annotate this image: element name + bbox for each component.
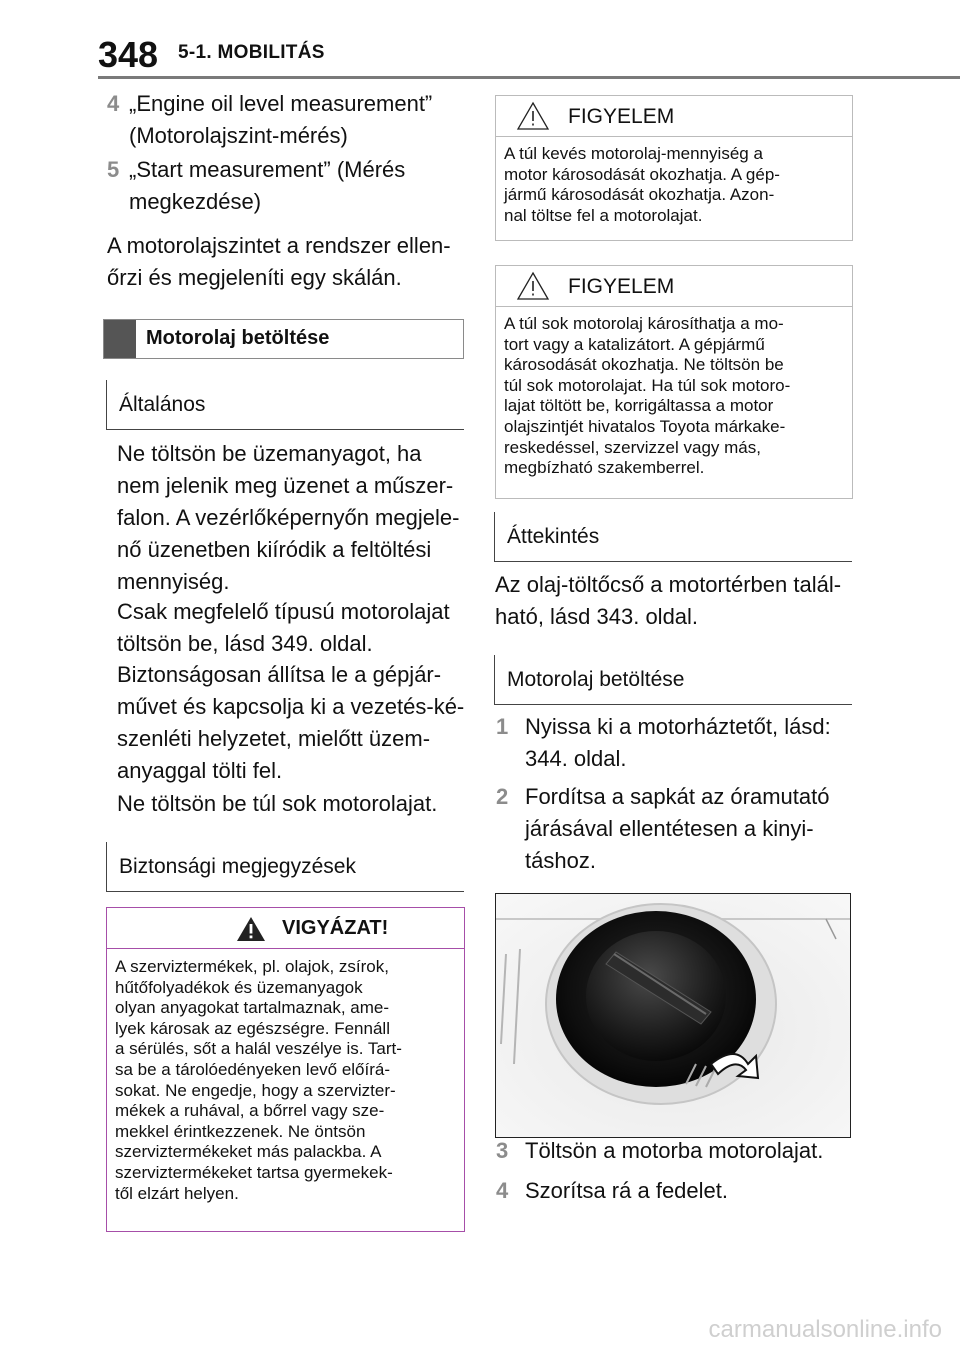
text-line: őrzi és megjeleníti egy skálán. [107, 265, 402, 290]
notice-title: FIGYELEM [568, 275, 675, 298]
step-number: 5 [107, 157, 120, 182]
notice-box [495, 265, 853, 499]
text-line: jármű károsodását okozhatja. Azon- [504, 185, 775, 205]
text-line: reskedéssel, szervizzel vagy más, [504, 437, 761, 457]
notice-header [496, 96, 852, 137]
section-tab-marker [104, 320, 136, 358]
overview-paragraph [495, 569, 841, 633]
no-overfill-text: Ne töltsön be túl sok motorolajat. [117, 791, 438, 816]
step-item [496, 781, 856, 877]
safety-paragraph [117, 659, 464, 787]
step-text-line: táshoz. [525, 848, 596, 873]
step-text-line: Nyissa ki a motorháztetőt, lásd: [525, 714, 831, 739]
text-line: tort vagy a katalizátort. A gépjármű [504, 334, 765, 354]
subheading-rule [107, 891, 464, 892]
subheading-rule [495, 561, 852, 562]
intro-paragraph [107, 230, 451, 294]
text-line: Biztonságosan állítsa le a gépjár- [117, 662, 442, 687]
text-line: szerviztermékeket tartsa gyermekek- [115, 1162, 393, 1182]
section-heading [103, 319, 464, 359]
text-line: Az olaj-töltőcső a motortérben talál- [495, 572, 842, 597]
notice-box [495, 95, 853, 241]
step-text-line: Töltsön a motorba motorolajat. [525, 1138, 824, 1163]
text-line: megbízható szakemberrel. [504, 458, 705, 478]
text-line: mekkel érintkezzenek. Ne öntsön [115, 1121, 366, 1141]
page-number: 348 [98, 34, 159, 75]
watermark: carmanualsonline.info [708, 1316, 942, 1343]
text-line: ható, lásd 343. oldal. [495, 604, 699, 629]
section-title: Motorolaj betöltése [146, 327, 330, 349]
step-number: 2 [496, 784, 509, 809]
text-line: től elzárt helyen. [115, 1183, 239, 1203]
step-text-line: Fordítsa a sapkát az óramutató [525, 784, 830, 809]
chapter-title: 5-1. MOBILITÁS [178, 42, 325, 63]
text-line: anyaggal tölti fel. [117, 758, 283, 783]
notice-text [504, 144, 844, 226]
warning-text [115, 957, 456, 1204]
subheading-rule [495, 704, 852, 705]
text-line: töltsön be, lásd 349. oldal. [117, 631, 373, 656]
notice-text [504, 314, 844, 479]
subheading-label: Biztonsági megjegyzések [119, 855, 356, 878]
step-item [107, 88, 467, 152]
notice-header [496, 266, 852, 307]
text-line: lajat töltött be, korrigáltassa a motor [504, 396, 774, 416]
subheading-label: Áttekintés [507, 525, 600, 548]
subheading-general [106, 380, 464, 430]
text-line: sokat. Ne engedje, hogy a szervizter- [115, 1080, 396, 1100]
subheading-label: Általános [119, 393, 206, 416]
text-line: motor károsodását okozhatja. A gép- [504, 164, 780, 184]
step-number: 4 [496, 1178, 509, 1203]
subheading-filling [494, 655, 852, 705]
text-line: olajszintjét hivatalos Toyota márkake- [504, 416, 786, 436]
step-text-line: „Start measurement” (Mérés [129, 157, 406, 182]
text-line: a sérülés, sőt a halál veszélye is. Tart- [115, 1039, 402, 1059]
step-text-line: (Motorolajszint-mérés) [129, 123, 348, 148]
text-line: falon. A vezérlőképernyőn megjele- [117, 505, 460, 530]
text-line: lyek károsak az egészségre. Fennáll [115, 1018, 390, 1038]
text-line: nal töltse fel a motorolajat. [504, 205, 703, 225]
oil-filler-cap-photo [495, 893, 851, 1138]
text-line: A szerviztermékek, pl. olajok, zsírok, [115, 957, 389, 976]
warning-title: VIGYÁZAT! [282, 917, 389, 939]
subheading-safety-notes [106, 842, 464, 892]
warning-header [107, 908, 464, 949]
step-number: 1 [496, 714, 509, 739]
step-item [496, 1175, 856, 1207]
text-line: A motorolajszintet a rendszer ellen- [107, 233, 451, 258]
step-number: 3 [496, 1138, 509, 1163]
subheading-label: Motorolaj betöltése [507, 668, 685, 691]
oil-cap-illustration [496, 894, 851, 1138]
step-number: 4 [107, 91, 120, 116]
step-text-line: Szorítsa rá a fedelet. [525, 1178, 728, 1203]
warning-box [106, 907, 465, 1232]
header-divider [98, 76, 960, 79]
text-line: olyan anyagokat tartalmaznak, ame- [115, 998, 390, 1018]
step-text-line: „Engine oil level measurement” [129, 91, 433, 116]
text-line: nem jelenik meg üzenet a műszer- [117, 473, 454, 498]
oil-type-paragraph [117, 596, 450, 660]
notice-title: FIGYELEM [568, 105, 675, 128]
text-line: szenléti helyzetet, mielőtt üzem- [117, 726, 431, 751]
warning-triangle-icon [235, 915, 267, 943]
text-line: Ne töltsön be üzemanyagot, ha [117, 441, 422, 466]
text-line: hűtőfolyadékok és üzemanyagok [115, 977, 363, 997]
step-item [107, 154, 467, 218]
subheading-rule [107, 429, 464, 430]
text-line: mennyiség. [117, 569, 230, 594]
step-item [496, 711, 856, 775]
step-text-line: 344. oldal. [525, 746, 627, 771]
general-paragraph [117, 438, 459, 598]
text-line: Csak megfelelő típusú motorolajat [117, 599, 450, 624]
step-text-line: járásával ellentétesen a kinyi- [525, 816, 814, 841]
caution-triangle-icon [516, 271, 550, 301]
subheading-overview [494, 512, 852, 562]
text-line: túl sok motorolajat. Ha túl sok motoro- [504, 375, 791, 395]
text-line: A túl sok motorolaj károsíthatja a mo- [504, 314, 784, 333]
text-line: művet és kapcsolja ki a vezetés-ké- [117, 694, 465, 719]
caution-triangle-icon [516, 101, 550, 131]
text-line: nő üzenetben kiíródik a feltöltési [117, 537, 432, 562]
text-line: károsodását okozhatja. Ne töltsön be [504, 355, 784, 375]
text-line: A túl kevés motorolaj-mennyiség a [504, 144, 763, 163]
text-line: mékek a ruhával, a bőrrel vagy sze- [115, 1101, 385, 1121]
step-item [496, 1135, 856, 1167]
step-text-line: megkezdése) [129, 189, 262, 214]
text-line: szerviztermékeket más palackba. A [115, 1142, 382, 1162]
text-line: sa be a tárolóedényeken levő előírá- [115, 1059, 391, 1079]
